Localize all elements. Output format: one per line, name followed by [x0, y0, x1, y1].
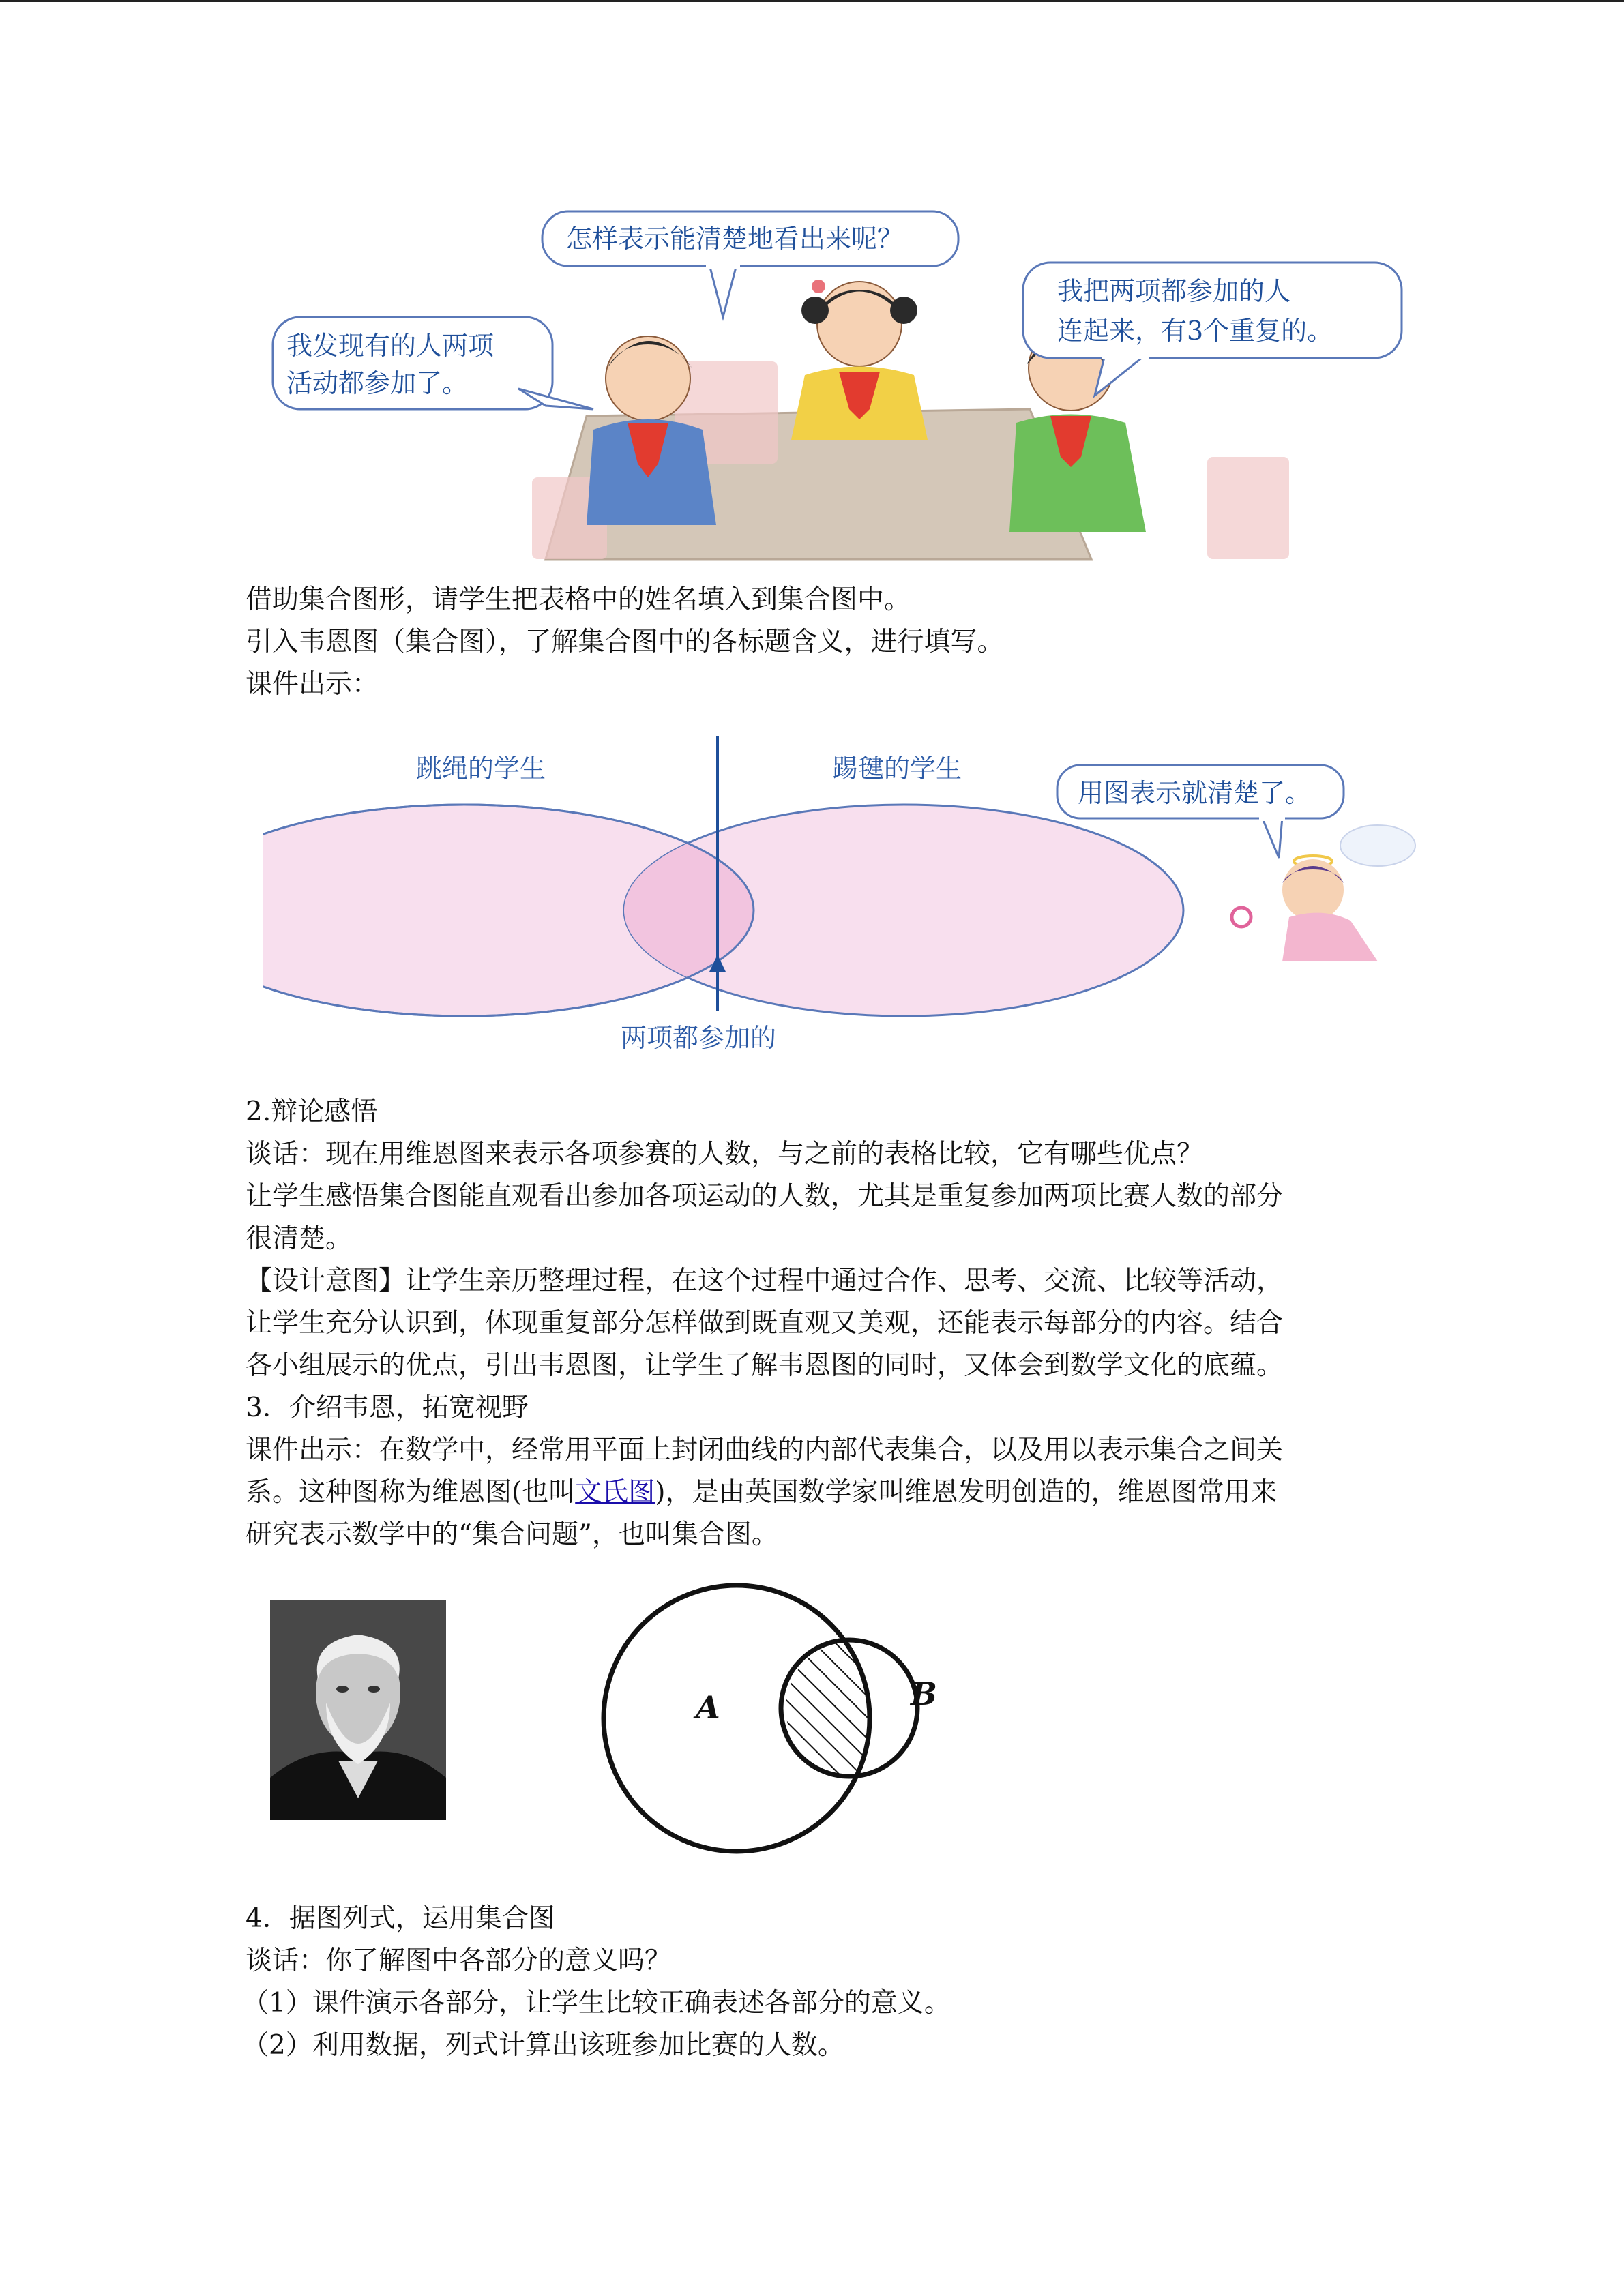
page-top-border	[0, 0, 1624, 2]
venn-bw-label-b: B	[911, 1675, 937, 1712]
section-3-line-3: 研究表示数学中的“集合问题”，也叫集合图。	[246, 1519, 778, 1550]
section-2-heading: 2.辩论感悟	[246, 1097, 378, 1127]
venn-portrait-photo	[270, 1600, 446, 1820]
paragraph-fill-names: 借助集合图形，请学生把表格中的姓名填入到集合图中。	[246, 584, 911, 615]
venn-left-label: 跳绳的学生	[416, 754, 546, 784]
venn-right-label: 踢毽的学生	[832, 754, 962, 784]
bubble-left-line2: 活动都参加了。	[286, 368, 469, 398]
venn-diagram-colored	[259, 736, 1432, 1064]
section-4-item-2: （2）利用数据，列式计算出该班参加比赛的人数。	[242, 2030, 844, 2061]
section-2-talk: 谈话：现在用维恩图来表示各项参赛的人数，与之前的表格比较，它有哪些优点？	[246, 1139, 1204, 1169]
section-3-line-2-after: )，是由英国数学家叫维恩发明创造的，维恩图常用来	[655, 1477, 1278, 1508]
paragraph-intro-venn: 引入韦恩图（集合图），了解集合图中的各标题含义，进行填写。	[246, 627, 1004, 657]
paragraph-courseware: 课件出示：	[246, 669, 379, 700]
section-3-heading: 3．介绍韦恩，拓宽视野	[246, 1392, 529, 1423]
design-intent-1: 【设计意图】让学生亲历整理过程，在这个过程中通过合作、思考、交流、比较等活动，	[246, 1266, 1284, 1296]
angel-character	[1232, 825, 1415, 961]
section-4-item-1: （1）课件演示各部分，让学生比较正确表述各部分的意义。	[242, 1988, 951, 2018]
bubble-right-line1: 我把两项都参加的人	[1057, 276, 1291, 306]
section-3-line-2-before: 系。这种图称为维恩图(也叫	[246, 1477, 576, 1508]
children-discussion-illustration	[266, 205, 1412, 566]
section-3-line-2	[246, 1472, 1378, 1514]
section-4-heading: 4．据图列式，运用集合图	[246, 1903, 555, 1934]
venn-bubble-text: 用图表示就清楚了。	[1078, 778, 1312, 808]
design-intent-2: 让学生充分认识到，体现重复部分怎样做到既直观又美观，还能表示每部分的内容。结合	[246, 1308, 1284, 1339]
section-3-line-1: 课件出示：在数学中，经常用平面上封闭曲线的内部代表集合，以及用以表示集合之间关	[246, 1435, 1284, 1465]
bubble-center-text: 怎样表示能清楚地看出来呢？	[566, 224, 904, 254]
venn-bw-label-a: A	[696, 1689, 720, 1726]
design-intent-3: 各小组展示的优点，引出韦恩图，让学生了解韦恩图的同时，又体会到数学文化的底蕴。	[246, 1350, 1284, 1381]
section-2-discussion-2: 很清楚。	[246, 1223, 353, 1254]
venn-diagram-bw	[600, 1579, 1009, 1865]
bubble-right-line2: 连起来，有3个重复的。	[1057, 316, 1333, 346]
section-4-talk: 谈话：你了解图中各部分的意义吗？	[246, 1945, 672, 1976]
venn-overlap-label: 两项都参加的	[621, 1023, 777, 1053]
bubble-left-line1: 我发现有的人两项	[286, 331, 494, 361]
section-2-discussion-1: 让学生感悟集合图能直观看出参加各项运动的人数，尤其是重复参加两项比赛人数的部分	[246, 1181, 1284, 1212]
venn-diagram-link[interactable]: 文氏图	[575, 1477, 655, 1508]
